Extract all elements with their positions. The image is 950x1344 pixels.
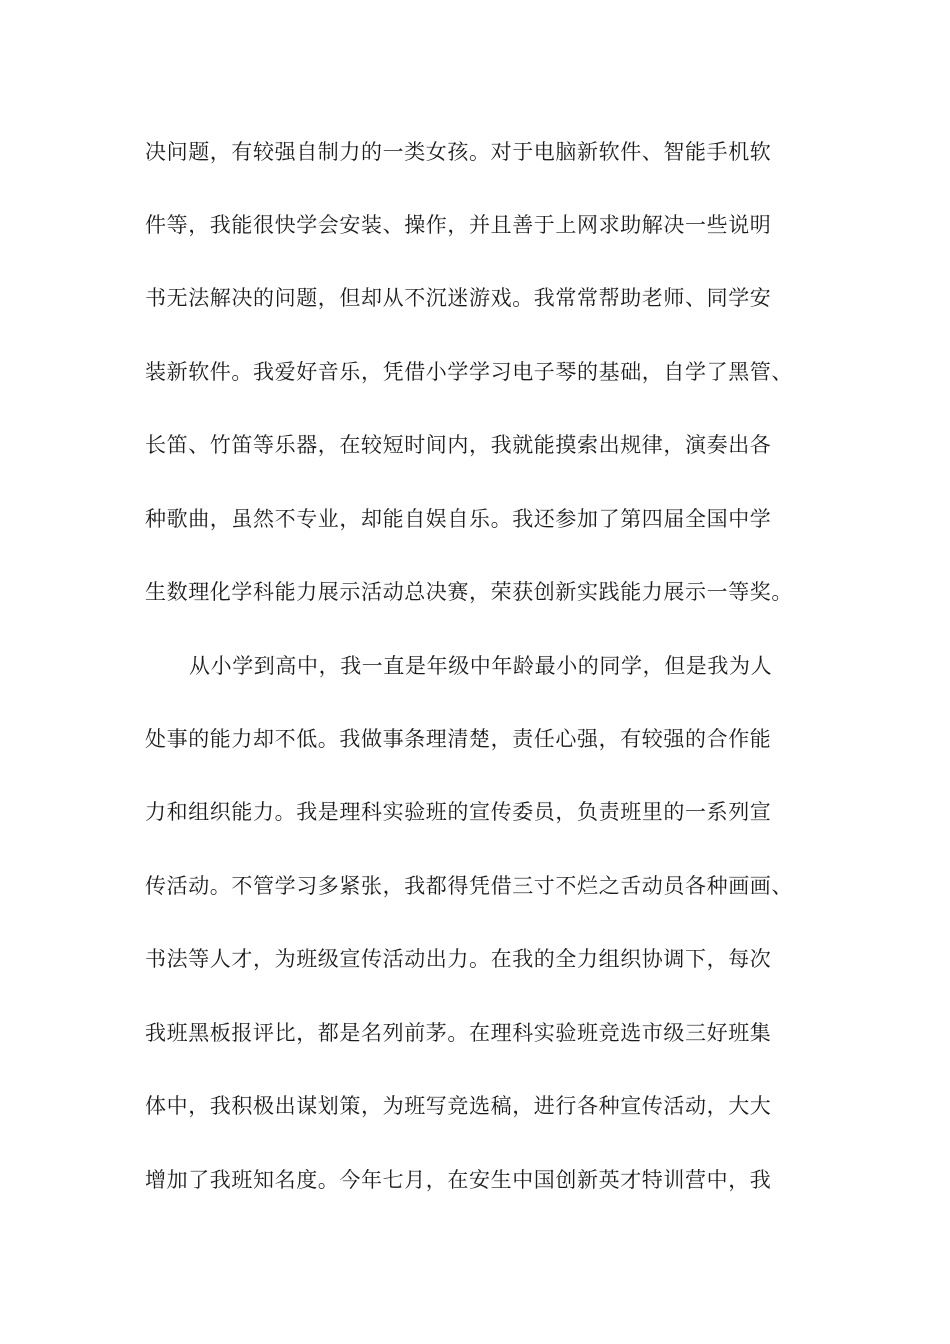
text-line: 生数理化学科能力展示活动总决赛，荣获创新实践能力展示一等奖。 bbox=[145, 580, 793, 604]
text-line: 体中，我积极出谋划策，为班写竞选稿，进行各种宣传活动，大大 bbox=[145, 1094, 772, 1118]
text-line: 处事的能力却不低。我做事条理清楚，责任心强，有较强的合作能 bbox=[145, 727, 772, 751]
text-line: 决问题，有较强自制力的一类女孩。对于电脑新软件、智能手机软 bbox=[145, 140, 772, 164]
text-line: 传活动。不管学习多紧张，我都得凭借三寸不烂之舌动员各种画画、 bbox=[145, 874, 793, 898]
text-line: 书无法解决的问题，但却从不沉迷游戏。我常常帮助老师、同学安 bbox=[145, 286, 772, 310]
text-line: 件等，我能很快学会安装、操作，并且善于上网求助解决一些说明 bbox=[145, 213, 772, 237]
text-line: 力和组织能力。我是理科实验班的宣传委员，负责班里的一系列宣 bbox=[145, 800, 772, 824]
text-line: 种歌曲，虽然不专业，却能自娱自乐。我还参加了第四届全国中学 bbox=[145, 507, 772, 531]
text-line: 装新软件。我爱好音乐，凭借小学学习电子琴的基础，自学了黑管、 bbox=[145, 360, 793, 384]
text-line: 长笛、竹笛等乐器，在较短时间内，我就能摸索出规律，演奏出各 bbox=[145, 433, 772, 457]
text-line: 我班黑板报评比，都是名列前茅。在理科实验班竞选市级三好班集 bbox=[145, 1021, 772, 1045]
text-line: 增加了我班知名度。今年七月，在安生中国创新英才特训营中，我 bbox=[145, 1168, 772, 1192]
text-line: 书法等人才，为班级宣传活动出力。在我的全力组织协调下，每次 bbox=[145, 947, 772, 971]
paragraph-first-line: 从小学到高中，我一直是年级中年龄最小的同学，但是我为人 bbox=[189, 654, 773, 678]
